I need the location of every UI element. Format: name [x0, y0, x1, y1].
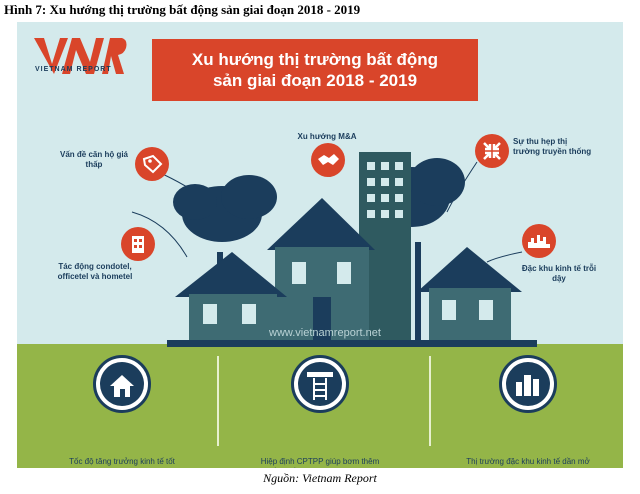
feature-growth-text: Tốc độ tăng trưởng kinh tế tốt: [69, 457, 175, 466]
feature-economic-growth: [57, 355, 187, 468]
city-badge: [499, 355, 557, 413]
shrink-arrows-icon: [475, 134, 509, 168]
figure-caption: Hình 7: Xu hướng thị trường bất động sản giai đoạn 2018 - 2019: [4, 2, 361, 17]
trend-label-condotel: Tác động condotel, officetel và hometel: [57, 262, 133, 281]
feature-cptpp: [255, 355, 385, 468]
house-badge: [93, 355, 151, 413]
office-building-icon: [121, 227, 155, 261]
price-tag-icon: [135, 147, 169, 181]
trend-label-mna: Xu hướng M&A: [297, 132, 357, 141]
infographic: [17, 22, 623, 468]
vnr-logo: [32, 34, 127, 84]
source-note: Nguồn: Vietnam Report: [263, 471, 377, 485]
handshake-icon: [311, 143, 345, 177]
skyline-icon: [522, 224, 556, 258]
ladder-badge: [291, 355, 349, 413]
ladder-icon: [294, 358, 346, 410]
brand-name: VIETNAM REPORT: [35, 66, 112, 73]
feature-cptpp-text: Hiệp định CPTPP giúp bơm thêm: [260, 457, 380, 466]
city-icon: [502, 358, 554, 410]
feature-special-zone-market: [463, 355, 593, 468]
title-line-2: sản giai đoạn 2018 - 2019: [212, 71, 418, 90]
title-banner: [152, 39, 478, 101]
trend-label-low-cost-housing: Vấn đề căn hộ giá thấp: [59, 150, 128, 169]
feature-divider: [217, 356, 219, 446]
trend-label-special-zones: Đặc khu kinh tế trỗi dậy: [521, 264, 597, 283]
house-icon: [96, 358, 148, 410]
watermark: www.vietnamreport.net: [269, 327, 381, 339]
feature-divider: [429, 356, 431, 446]
title-line-1: Xu hướng thị trường bất động: [191, 50, 439, 69]
trend-label-narrowing: Sự thu hẹp thị trường truyền thống: [513, 137, 592, 156]
feature-special-zone-text: Thị trường đặc khu kinh tế dần mở: [466, 457, 590, 466]
